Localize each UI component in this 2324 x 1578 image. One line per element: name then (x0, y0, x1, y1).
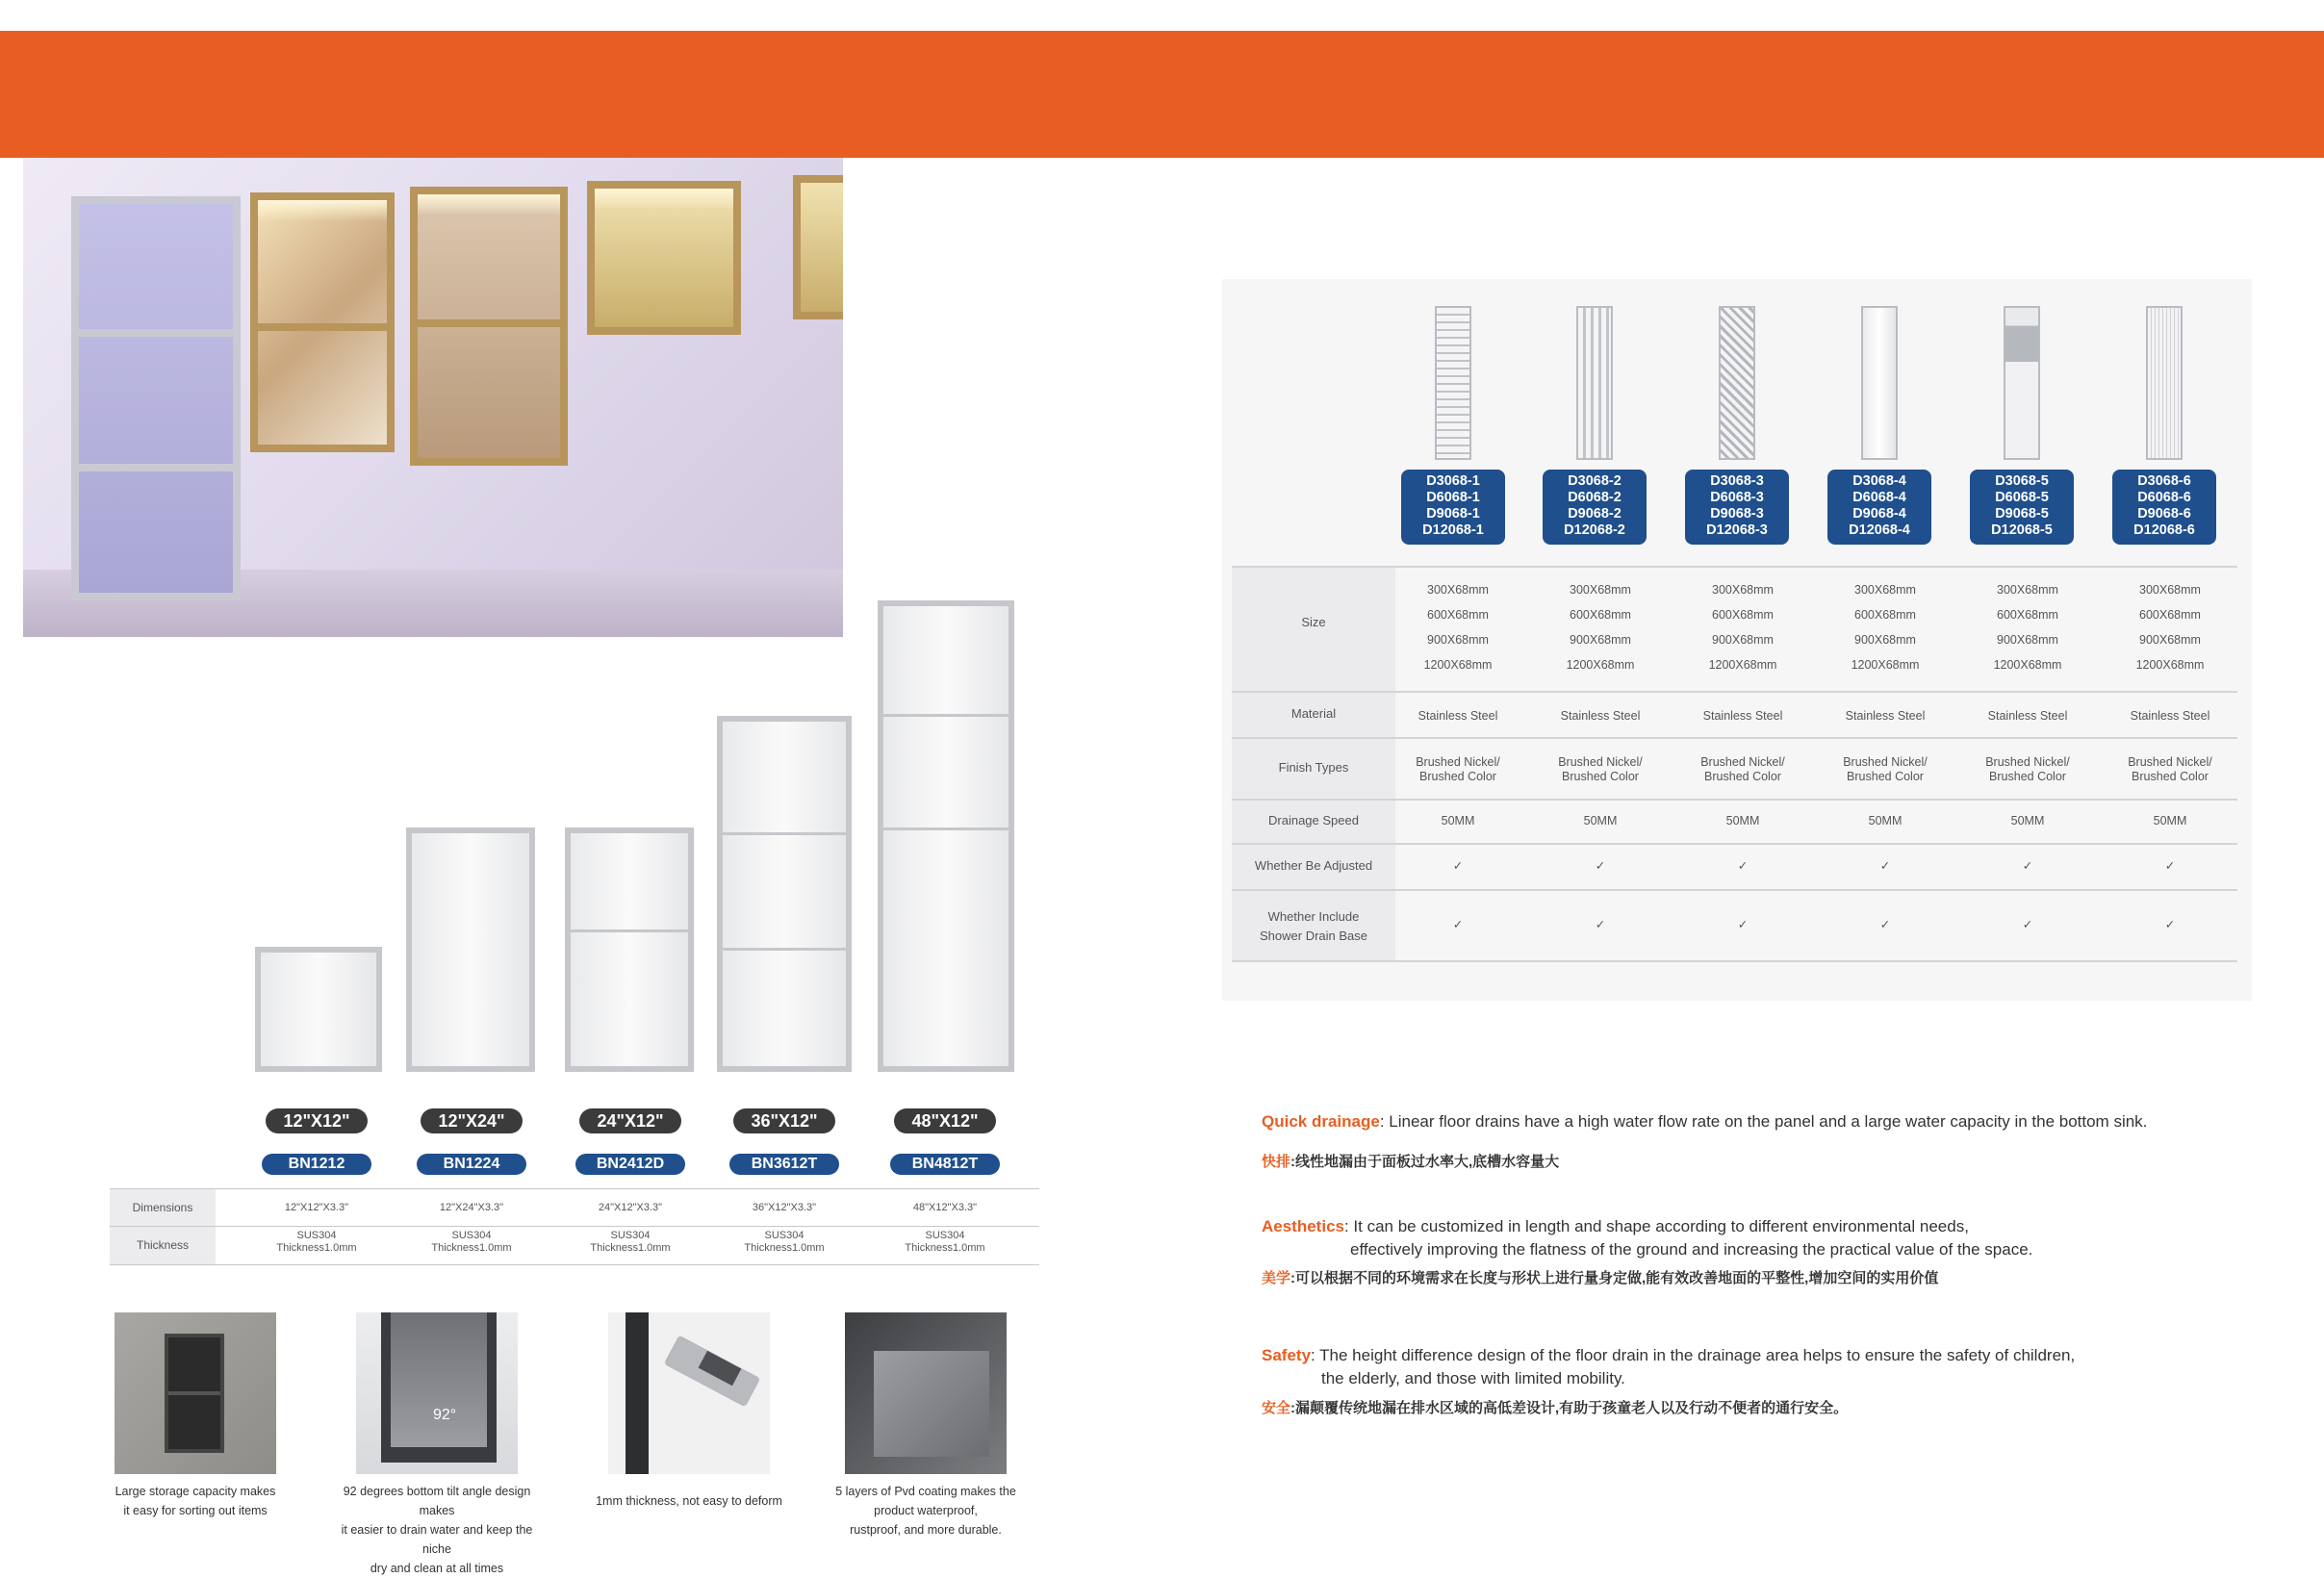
hero-niche-silver (71, 196, 241, 600)
row-divider (1232, 737, 2237, 739)
drain-image-2 (1576, 306, 1613, 460)
niche-dimensions: 12"X24"X3.3" (439, 1202, 504, 1213)
feature-quick-drainage-cn: 快排:线性地漏由于面板过水率大,底槽水容量大 (1262, 1154, 1560, 1170)
feature-aesthetics: Aesthetics: It can be customized in length and shape according to different environmental needs, effectively improving the flatness of the ground and increasing the practical value of the space. (1262, 1217, 2033, 1259)
feature-aesthetics-cn: 美学:可以根据不同的环境需求在长度与形状上进行量身定做,能有效改善地面的平整性,增加空间的实用价值 (1262, 1270, 1939, 1286)
size-cell: 300X68mm 600X68mm 900X68mm 1200X68mm (1851, 583, 1920, 672)
niche-size-pill: 48"X12" (894, 1108, 996, 1133)
drain-code-badge: D3068-5 D6068-5 D9068-5 D12068-5 (1970, 470, 2074, 545)
drain-image-1 (1435, 306, 1471, 460)
drain-code-badge: D3068-2 D6068-2 D9068-2 D12068-2 (1543, 470, 1647, 545)
size-cell: 300X68mm 600X68mm 900X68mm 1200X68mm (1993, 583, 2062, 672)
row-divider (1232, 691, 2237, 693)
finish-cell: Brushed Nickel/ Brushed Color (1700, 755, 1785, 783)
drain-code-badge: D3068-6 D6068-6 D9068-6 D12068-6 (2112, 470, 2216, 545)
niche-thickness: SUS304 Thickness1.0mm (590, 1230, 671, 1254)
row-label-size: Size (1301, 615, 1326, 629)
row-divider (1232, 799, 2237, 801)
material-cell: Stainless Steel (1845, 709, 1926, 723)
speed-cell: 50MM (2153, 814, 2187, 827)
drain-code-badge: D3068-3 D6068-3 D9068-3 D12068-3 (1685, 470, 1789, 545)
feature-safety: Safety: The height difference design of the floor drain in the drainage area helps to ensure the safety of children, the elderly, and those with limited mobility. (1262, 1346, 2076, 1387)
size-cell: 300X68mm 600X68mm 900X68mm 1200X68mm (1423, 583, 1493, 672)
niche-size-pill: 12"X24" (421, 1108, 523, 1133)
feature-quick-drainage: Quick drainage: Linear floor drains have a high water flow rate on the panel and a large water capacity in the bottom sink. (1262, 1112, 2148, 1131)
thumb-thickness (608, 1312, 770, 1474)
finish-cell: Brushed Nickel/ Brushed Color (1843, 755, 1928, 783)
spec-divider (110, 1226, 1039, 1227)
material-cell: Stainless Steel (1560, 709, 1641, 723)
niche-product-5 (878, 600, 1014, 1072)
drain-image-5 (2004, 306, 2040, 460)
drain-code-badge: D3068-1 D6068-1 D9068-1 D12068-1 (1401, 470, 1505, 545)
niche-dimensions: 48"X12"X3.3" (912, 1202, 978, 1213)
row-label-adjust: Whether Be Adjusted (1254, 858, 1373, 873)
niche-thickness: SUS304 Thickness1.0mm (276, 1230, 357, 1254)
thumb-pvd-coating (845, 1312, 1007, 1474)
thumb-tilt-angle (356, 1312, 518, 1474)
row-divider (1232, 889, 2237, 891)
row-label-include: Whether Include Shower Drain Base (1260, 909, 1367, 943)
niche-product-4 (717, 716, 852, 1072)
check-icon: ✓ (1452, 918, 1464, 931)
hero-niche-bronze (410, 187, 568, 466)
spec-label-thickness: Thickness (136, 1238, 190, 1252)
finish-cell: Brushed Nickel/ Brushed Color (1416, 755, 1500, 783)
drain-code-badge: D3068-4 D6068-4 D9068-4 D12068-4 (1827, 470, 1931, 545)
hero-photo (23, 158, 843, 637)
material-cell: Stainless Steel (1702, 709, 1783, 723)
feature-safety-cn: 安全:漏颠覆传统地漏在排水区域的高低差设计,有助于孩童老人以及行动不便者的通行安全。 (1262, 1400, 1849, 1416)
thumb-caption: 5 layers of Pvd coating makes the product waterproof, rustproof, and more durable. (835, 1485, 1016, 1537)
size-cell: 300X68mm 600X68mm 900X68mm 1200X68mm (2135, 583, 2205, 672)
row-label-material: Material (1290, 706, 1337, 721)
angle-label: 92° (433, 1407, 457, 1423)
thumb-caption: Large storage capacity makes it easy for sorting out items (115, 1485, 276, 1517)
check-icon: ✓ (1452, 859, 1464, 873)
hero-niche-gold-partial (793, 175, 843, 319)
thumb-caption: 1mm thickness, not easy to deform (596, 1494, 782, 1508)
row-divider (1232, 960, 2237, 962)
check-icon: ✓ (2164, 859, 2176, 873)
check-icon: ✓ (2022, 859, 2033, 873)
size-cell: 300X68mm 600X68mm 900X68mm 1200X68mm (1708, 583, 1777, 672)
check-icon: ✓ (1737, 918, 1749, 931)
niche-code-pill: BN2412D (575, 1154, 685, 1175)
speed-cell: 50MM (2010, 814, 2045, 827)
niche-code-pill: BN1212 (262, 1154, 371, 1175)
row-divider (1232, 843, 2237, 845)
thumb-storage (115, 1312, 276, 1474)
niche-dimensions: 12"X12"X3.3" (284, 1202, 349, 1213)
finish-cell: Brushed Nickel/ Brushed Color (2128, 755, 2212, 783)
row-label-speed: Drainage Speed (1268, 813, 1359, 827)
check-icon: ✓ (2164, 918, 2176, 931)
niche-product-2 (406, 827, 535, 1072)
finish-cell: Brushed Nickel/ Brushed Color (1558, 755, 1643, 783)
drain-image-3 (1719, 306, 1755, 460)
niche-size-pill: 12"X12" (266, 1108, 368, 1133)
niche-size-pill: 36"X12" (733, 1108, 835, 1133)
niche-thickness: SUS304 Thickness1.0mm (744, 1230, 825, 1254)
niche-dimensions: 24"X12"X3.3" (598, 1202, 663, 1213)
drain-image-4 (1861, 306, 1898, 460)
material-cell: Stainless Steel (1417, 709, 1498, 723)
drain-image-6 (2146, 306, 2183, 460)
niche-product-1 (255, 947, 382, 1072)
check-icon: ✓ (2022, 918, 2033, 931)
speed-cell: 50MM (1441, 814, 1475, 827)
speed-cell: 50MM (1583, 814, 1618, 827)
check-icon: ✓ (1879, 859, 1891, 873)
material-cell: Stainless Steel (2130, 709, 2210, 723)
check-icon: ✓ (1879, 918, 1891, 931)
row-divider (1232, 566, 2237, 568)
spec-label-dimensions: Dimensions (132, 1201, 193, 1214)
check-icon: ✓ (1595, 918, 1606, 931)
niche-product-3 (565, 827, 694, 1072)
niche-thickness: SUS304 Thickness1.0mm (431, 1230, 512, 1254)
finish-cell: Brushed Nickel/ Brushed Color (1985, 755, 2070, 783)
hero-niche-marble (250, 192, 395, 452)
thumb-caption: 92 degrees bottom tilt angle design makes it easier to drain water and keep the niche dry and clean at all times (341, 1485, 533, 1575)
niche-size-pill: 24"X12" (579, 1108, 681, 1133)
niche-code-pill: BN4812T (890, 1154, 1000, 1175)
niche-thickness: SUS304 Thickness1.0mm (905, 1230, 985, 1254)
row-label-finish: Finish Types (1278, 760, 1349, 775)
niche-code-pill: BN3612T (729, 1154, 839, 1175)
niche-dimensions: 36"X12"X3.3" (752, 1202, 817, 1213)
speed-cell: 50MM (1868, 814, 1903, 827)
header-band (0, 31, 2324, 158)
hero-niche-gold (587, 181, 741, 335)
material-cell: Stainless Steel (1987, 709, 2068, 723)
check-icon: ✓ (1595, 859, 1606, 873)
check-icon: ✓ (1737, 859, 1749, 873)
speed-cell: 50MM (1725, 814, 1760, 827)
spec-divider (110, 1264, 1039, 1265)
spec-divider (110, 1188, 1039, 1189)
size-cell: 300X68mm 600X68mm 900X68mm 1200X68mm (1566, 583, 1635, 672)
niche-code-pill: BN1224 (417, 1154, 526, 1175)
